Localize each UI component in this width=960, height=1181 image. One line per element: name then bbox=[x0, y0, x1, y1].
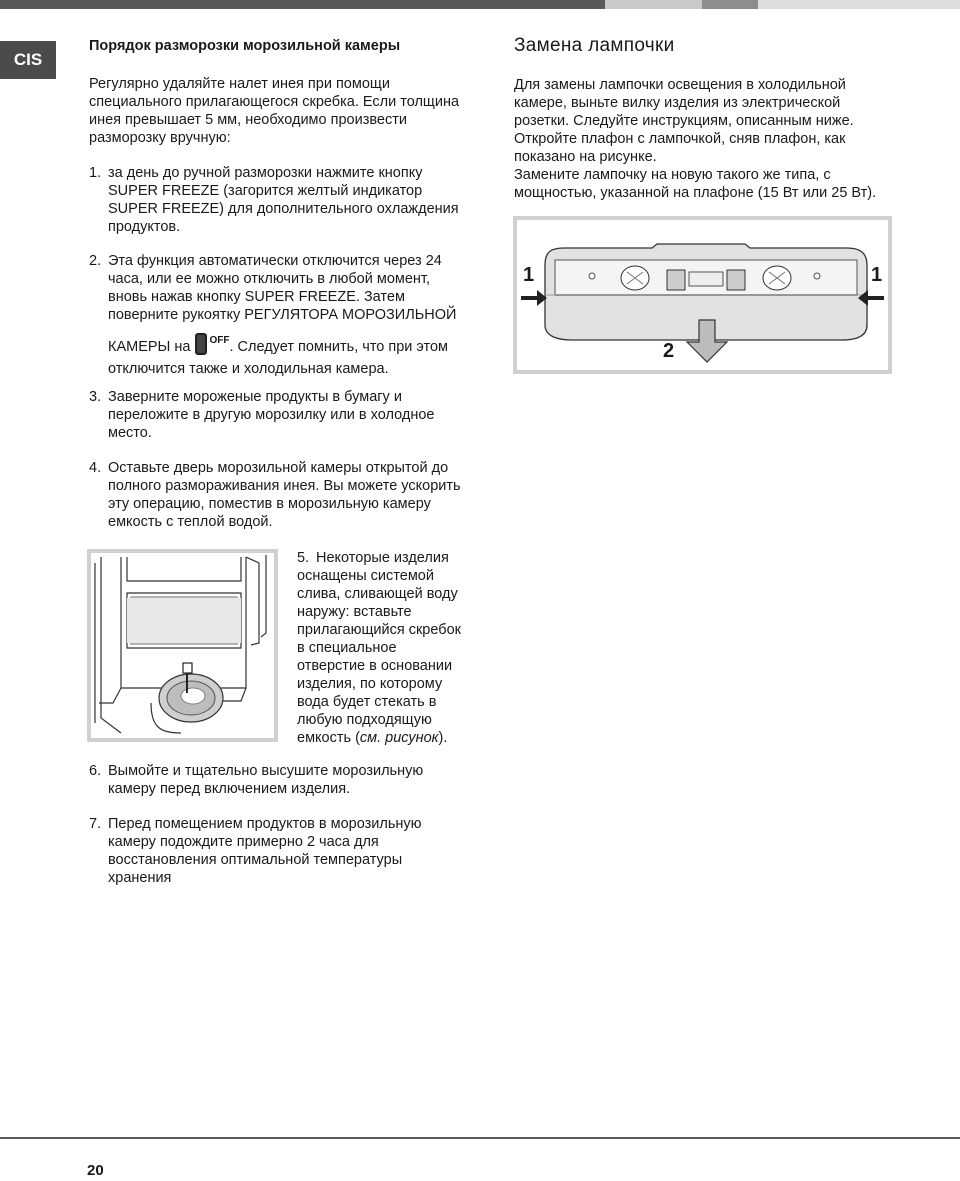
top-bar-segment-light bbox=[605, 0, 702, 9]
defrost-step-1 bbox=[89, 164, 459, 236]
intro-line: разморозку вручную: bbox=[89, 130, 231, 146]
top-bar-segment-pale bbox=[758, 0, 960, 9]
step-line: изделия, по которому bbox=[297, 676, 443, 692]
lamp-line: показано на рисунке. bbox=[514, 149, 657, 165]
step-line: Заверните мороженые продукты в бумагу и bbox=[108, 389, 402, 405]
step-line: отключится также и холодильная камера. bbox=[108, 361, 389, 377]
lamp-line: Для замены лампочки освещения в холодильной bbox=[514, 77, 846, 93]
step-number: 5. bbox=[297, 550, 310, 566]
step-number: 1. bbox=[89, 165, 102, 181]
step-line: Оставьте дверь морозильной камеры открытой до bbox=[108, 460, 449, 476]
step-line: Эта функция автоматически отключится через 24 bbox=[108, 253, 442, 269]
step-line: эту операцию, поместив в морозильную камеру bbox=[108, 496, 431, 512]
language-badge: CIS bbox=[0, 41, 56, 79]
step-line-with-switch bbox=[108, 332, 456, 356]
step-line: продуктов. bbox=[108, 219, 181, 235]
step-line: за день до ручной разморозки нажмите кнопку bbox=[108, 165, 423, 181]
step-line-part: КАМЕРЫ на bbox=[108, 339, 191, 355]
step-line-part: . Следует помнить, что при этом bbox=[229, 339, 449, 355]
defrost-step-3 bbox=[89, 388, 434, 442]
lamp-cover-drawing bbox=[517, 220, 888, 370]
footer-rule bbox=[0, 1137, 960, 1139]
defrost-step-5 bbox=[297, 549, 461, 747]
step-marker-left: 1 bbox=[523, 264, 535, 286]
step-line: любую подходящую bbox=[297, 712, 432, 728]
defrost-step-6 bbox=[89, 762, 423, 798]
lamp-line: Замените лампочку на новую такого же типа, с bbox=[514, 167, 831, 183]
top-color-bar bbox=[0, 0, 960, 9]
top-bar-segment-mid bbox=[702, 0, 758, 9]
step-line: Перед помещением продуктов в морозильную bbox=[108, 816, 422, 832]
defrost-step-4 bbox=[89, 459, 461, 531]
step-line: Некоторые изделия bbox=[316, 550, 449, 566]
defrost-section-title: Порядок разморозки морозильной камеры bbox=[89, 38, 401, 54]
step-line-part: емкость ( bbox=[297, 730, 360, 746]
step-line: часа, или ее можно отключить в любой момент, bbox=[108, 271, 430, 287]
step-line: оснащены системой bbox=[297, 568, 434, 584]
figure-reference: см. рисунок bbox=[359, 730, 439, 746]
intro-line: специального прилагающегося скребка. Если толщина bbox=[89, 94, 460, 110]
intro-line: Регулярно удаляйте налет инея при помощи bbox=[89, 76, 390, 92]
defrost-step-2 bbox=[89, 252, 456, 378]
lamp-line: мощностью, указанной на плафоне (15 Вт или 25 Вт). bbox=[514, 185, 877, 201]
step-line: отверстие в основании bbox=[297, 658, 453, 674]
step-line: восстановления оптимальной температуры bbox=[108, 852, 403, 868]
step-line: камеру перед включением изделия. bbox=[108, 781, 351, 797]
step-line: поверните рукоятку РЕГУЛЯТОРА МОРОЗИЛЬНОЙ bbox=[108, 307, 457, 323]
top-bar-segment-dark bbox=[0, 0, 605, 9]
step-line: наружу: вставьте bbox=[297, 604, 412, 620]
step-line: слива, сливающей воду bbox=[297, 586, 458, 602]
step-line: SUPER FREEZE) для дополнительного охлаждения bbox=[108, 201, 459, 217]
step-line: хранения bbox=[108, 870, 172, 886]
step-line: емкость с теплой водой. bbox=[108, 514, 273, 530]
step-marker-right: 1 bbox=[871, 264, 883, 286]
fridge-drain-drawing bbox=[91, 553, 274, 738]
step-line: переложите в другую морозилку или в холодное bbox=[108, 407, 435, 423]
step-number: 2. bbox=[89, 253, 102, 269]
step-line: полного размораживания инея. Вы можете ускорить bbox=[108, 478, 461, 494]
lamp-line: камере, выньте вилку изделия из электрической bbox=[514, 95, 841, 111]
lamp-cover-illustration bbox=[513, 216, 892, 374]
step-line: Вымойте и тщательно высушите морозильную bbox=[108, 763, 424, 779]
step-line: вновь нажав кнопку SUPER FREEZE. Затем bbox=[108, 289, 405, 305]
lamp-line: Откройте плафон с лампочкой, сняв плафон, как bbox=[514, 131, 846, 147]
step-number: 6. bbox=[89, 763, 102, 779]
page-number: 20 bbox=[87, 1162, 104, 1179]
lamp-instructions bbox=[514, 76, 876, 202]
lamp-section-title: Замена лампочки bbox=[514, 35, 675, 56]
step-line: SUPER FREEZE (загорится желтый индикатор bbox=[108, 183, 423, 199]
step-number: 7. bbox=[89, 816, 102, 832]
lamp-line: розетки. Следуйте инструкциям, описанным ниже. bbox=[514, 113, 854, 129]
step-number: 3. bbox=[89, 389, 102, 405]
step-line-part: ). bbox=[438, 730, 448, 746]
step-number: 4. bbox=[89, 460, 102, 476]
intro-line: инея превышает 5 мм, необходимо произвести bbox=[89, 112, 407, 128]
freezer-knob-icon bbox=[195, 333, 207, 355]
drain-illustration bbox=[87, 549, 278, 742]
off-label: OFF bbox=[209, 335, 230, 346]
defrost-intro bbox=[89, 75, 459, 147]
step-line: место. bbox=[108, 425, 152, 441]
step-line: камеру подождите примерно 2 часа для bbox=[108, 834, 379, 850]
defrost-step-7 bbox=[89, 815, 422, 887]
step-line: прилагающийся скребок bbox=[297, 622, 461, 638]
step-line: вода будет стекать в bbox=[297, 694, 437, 710]
step-line bbox=[297, 729, 461, 747]
step-line: в специальное bbox=[297, 640, 397, 656]
step-marker-bottom: 2 bbox=[663, 340, 675, 362]
